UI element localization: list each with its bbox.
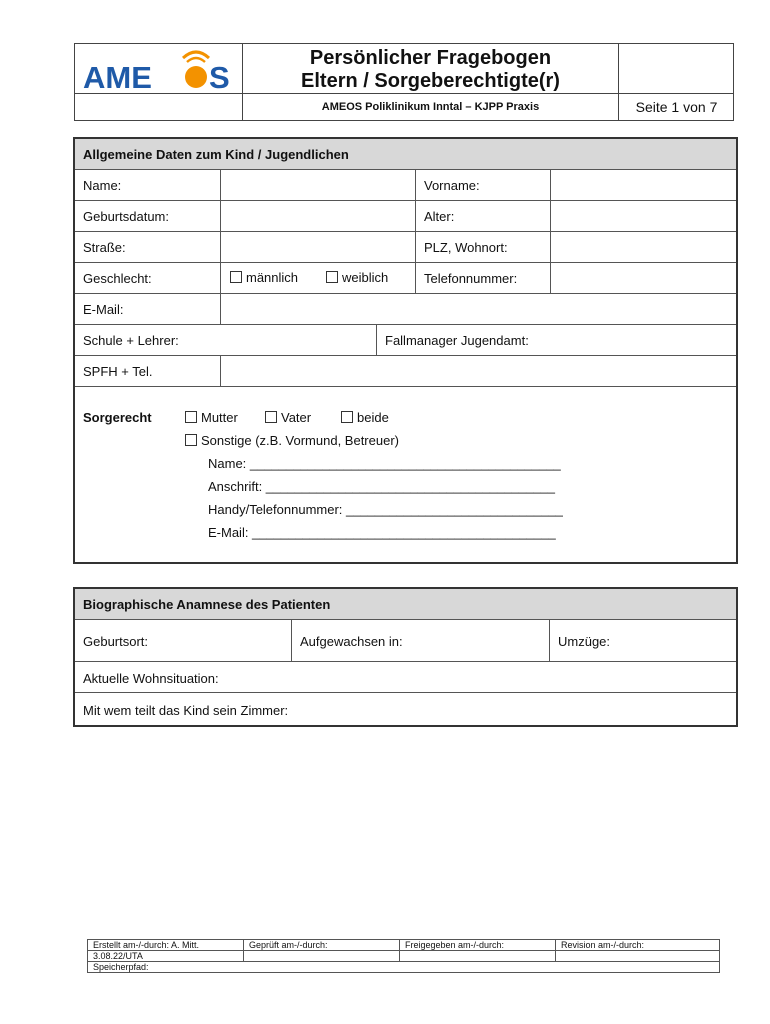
sorgerecht-label: Sorgerecht	[83, 410, 152, 425]
document-subtitle: AMEOS Poliklinikum Inntal – KJPP Praxis	[321, 101, 540, 113]
row-strasse	[75, 232, 736, 263]
document-title	[243, 44, 618, 94]
strasse-label: Straße:	[83, 240, 126, 255]
beide-label: beide	[357, 410, 389, 425]
umzuege-label: Umzüge:	[558, 634, 611, 649]
footer-geprueft: Geprüft am-/-durch:	[244, 940, 400, 951]
row-geschlecht	[75, 263, 736, 294]
beide-checkbox[interactable]	[341, 411, 353, 423]
weiblich-checkbox[interactable]	[326, 271, 338, 283]
row-schule	[75, 325, 736, 356]
weiblich-option[interactable]	[326, 270, 388, 285]
spfh-label: SPFH + Tel.	[83, 364, 153, 379]
alter-label: Alter:	[424, 209, 455, 224]
maennlich-checkbox[interactable]	[230, 271, 242, 283]
document-footer	[87, 939, 720, 975]
row-email	[75, 294, 736, 325]
footer-erstellt-date: 3.08.22/UTA	[88, 951, 244, 962]
mutter-label: Mutter	[201, 410, 238, 425]
title-line-2: Eltern / Sorgeberechtigte(r)	[301, 70, 560, 92]
row-name	[75, 170, 736, 201]
vorname-label: Vorname:	[424, 178, 480, 193]
sonstige-label: Sonstige (z.B. Vormund, Betreuer)	[201, 433, 399, 448]
section-heading: Allgemeine Daten zum Kind / Jugendlichen	[75, 139, 736, 170]
footer-speicherpfad: Speicherpfad:	[88, 962, 720, 973]
weiblich-label: weiblich	[342, 270, 389, 285]
vater-label: Vater	[281, 410, 312, 425]
footer-revision: Revision am-/-durch:	[556, 940, 720, 951]
row-zimmer	[75, 693, 736, 725]
maennlich-option[interactable]	[230, 270, 298, 285]
title-line-1: Persönlicher Fragebogen	[309, 47, 552, 69]
aufgewachsen-label: Aufgewachsen in:	[300, 634, 403, 649]
ameos-logo	[75, 44, 243, 94]
section-general-data	[73, 137, 738, 564]
section-heading: Biographische Anamnese des Patienten	[75, 589, 736, 620]
fallmanager-label: Fallmanager Jugendamt:	[385, 333, 529, 348]
strasse-field[interactable]	[221, 232, 414, 262]
mutter-option[interactable]	[185, 410, 238, 425]
geschlecht-label: Geschlecht:	[83, 271, 152, 286]
beide-option[interactable]	[341, 410, 389, 425]
alter-field[interactable]	[551, 201, 735, 231]
section-biography	[73, 587, 738, 727]
plz-field[interactable]	[551, 232, 735, 262]
sonstige-telefon-line[interactable]: Handy/Telefonnummer: ______________________________	[208, 502, 563, 517]
wohnsituation-label: Aktuelle Wohnsituation:	[83, 671, 219, 686]
sonstige-option[interactable]	[185, 433, 399, 448]
email-field[interactable]	[221, 294, 735, 324]
row-geburtsort	[75, 620, 736, 662]
name-label: Name:	[83, 178, 122, 193]
sonstige-anschrift-line[interactable]: Anschrift: ________________________________________	[208, 479, 555, 494]
vater-checkbox[interactable]	[265, 411, 277, 423]
page-number: Seite 1 von 7	[618, 94, 734, 121]
sonstige-name-line[interactable]: Name: ___________________________________________	[208, 456, 561, 471]
row-geburtsdatum	[75, 201, 736, 232]
email-label: E-Mail:	[83, 302, 124, 317]
plz-label: PLZ, Wohnort:	[424, 240, 508, 255]
svg-text:AME: AME	[83, 60, 152, 92]
maennlich-label: männlich	[246, 270, 299, 285]
footer-erstellt: Erstellt am-/-durch: A. Mitt.	[88, 940, 244, 951]
telefon-field[interactable]	[551, 263, 735, 293]
row-spfh	[75, 356, 736, 387]
svg-text:S: S	[209, 60, 230, 92]
spfh-field[interactable]	[221, 356, 735, 386]
sonstige-checkbox[interactable]	[185, 434, 197, 446]
zimmer-label: Mit wem teilt das Kind sein Zimmer:	[83, 703, 289, 718]
name-field[interactable]	[221, 170, 414, 200]
mutter-checkbox[interactable]	[185, 411, 197, 423]
geburtsdatum-field[interactable]	[221, 201, 414, 231]
row-wohnsituation	[75, 662, 736, 693]
geburtsdatum-label: Geburtsdatum:	[83, 209, 169, 224]
vater-option[interactable]	[265, 410, 311, 425]
telefon-label: Telefonnummer:	[424, 271, 518, 286]
sonstige-email-line[interactable]: E-Mail: __________________________________________	[208, 525, 556, 540]
schule-label: Schule + Lehrer:	[83, 333, 179, 348]
footer-freigegeben: Freigegeben am-/-durch:	[400, 940, 556, 951]
document-header	[74, 43, 734, 121]
vorname-field[interactable]	[551, 170, 735, 200]
geburtsort-label: Geburtsort:	[83, 634, 149, 649]
